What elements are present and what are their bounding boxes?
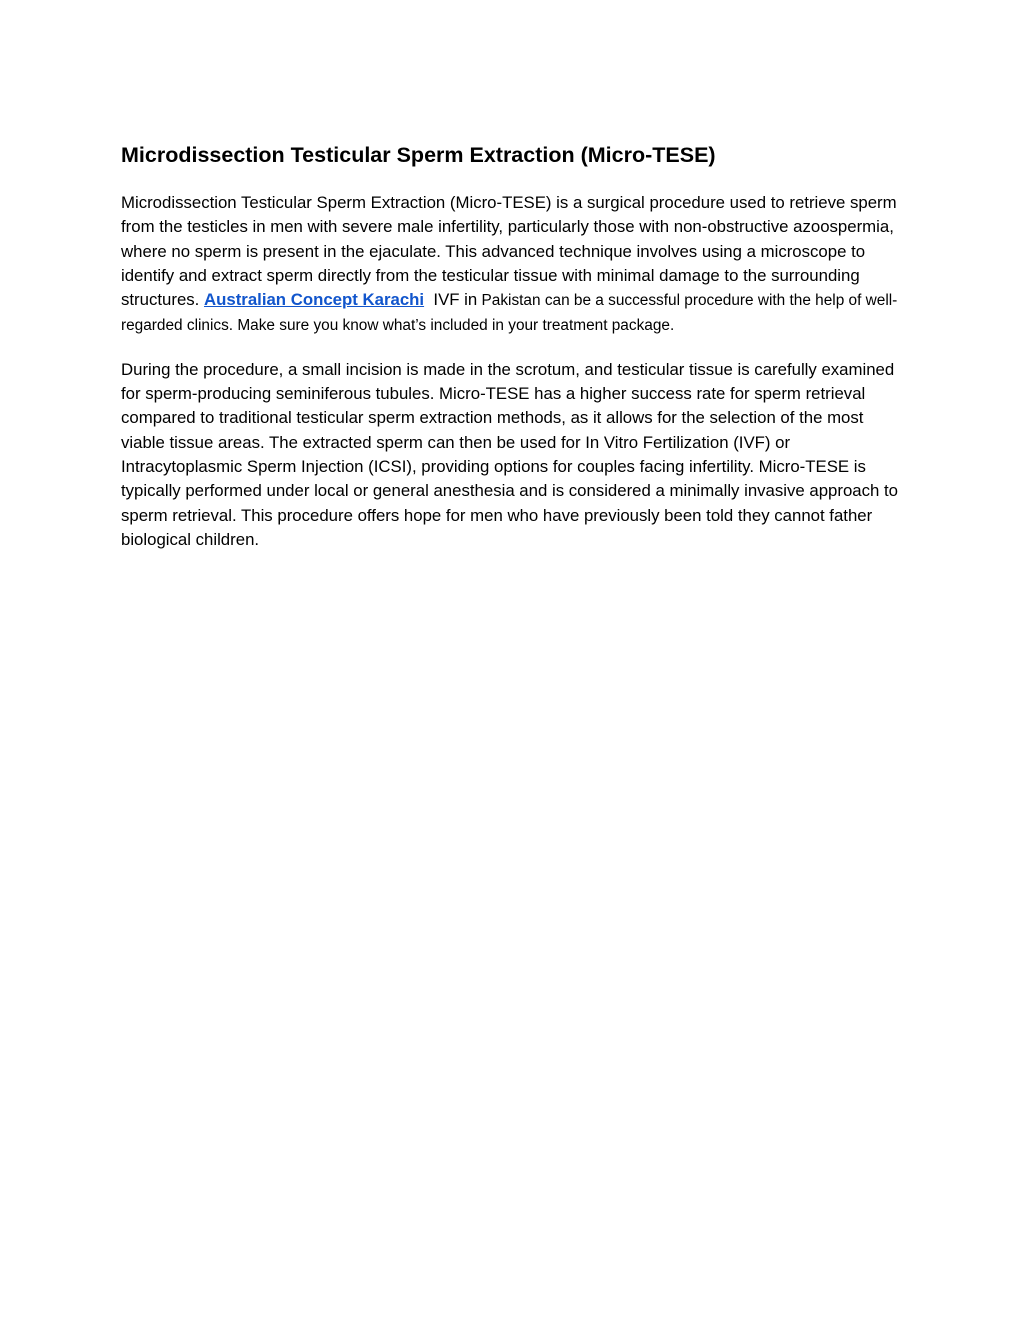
paragraph-intro [121,191,911,339]
paragraph-intro-tail: Pakistan can be a successful procedure with the help of well-regarded clinics. Make sure you know what’s included in your treatment package. [121,292,898,335]
paragraph-intro-after-link: IVF in [424,290,478,310]
paragraph-intro-text: Microdissection Testicular Sperm Extraction (Micro-TESE) is a surgical procedure used to retrieve sperm from the testicles in men with severe male infertility, particularly those with non-obstructive azoospermia, where no sperm is present in the ejaculate. This advanced technique involves using a microscope to identify and extract sperm directly from the testicular tissue with minimal damage to the surrounding structures. [121,193,897,310]
document-content [121,139,911,552]
australian-concept-karachi-link[interactable]: Australian Concept Karachi [204,290,425,310]
paragraph-procedure: During the procedure, a small incision is made in the scrotum, and testicular tissue is carefully examined for sperm-producing seminiferous tubules. Micro-TESE has a higher success rate for sperm retrieval compared to traditional testicular sperm extraction methods, as it allows for the selection of the most viable tissue areas. The extracted sperm can then be used for In Vitro Fertilization (IVF) or Intracytoplasmic Sperm Injection (ICSI), providing options for couples facing infertility. Micro-TESE is typically performed under local or general anesthesia and is considered a minimally invasive approach to sperm retrieval. This procedure offers hope for men who have previously been told they cannot father biological children. [121,359,899,549]
document-title: Microdissection Testicular Sperm Extraction (Micro-TESE) [121,143,716,167]
